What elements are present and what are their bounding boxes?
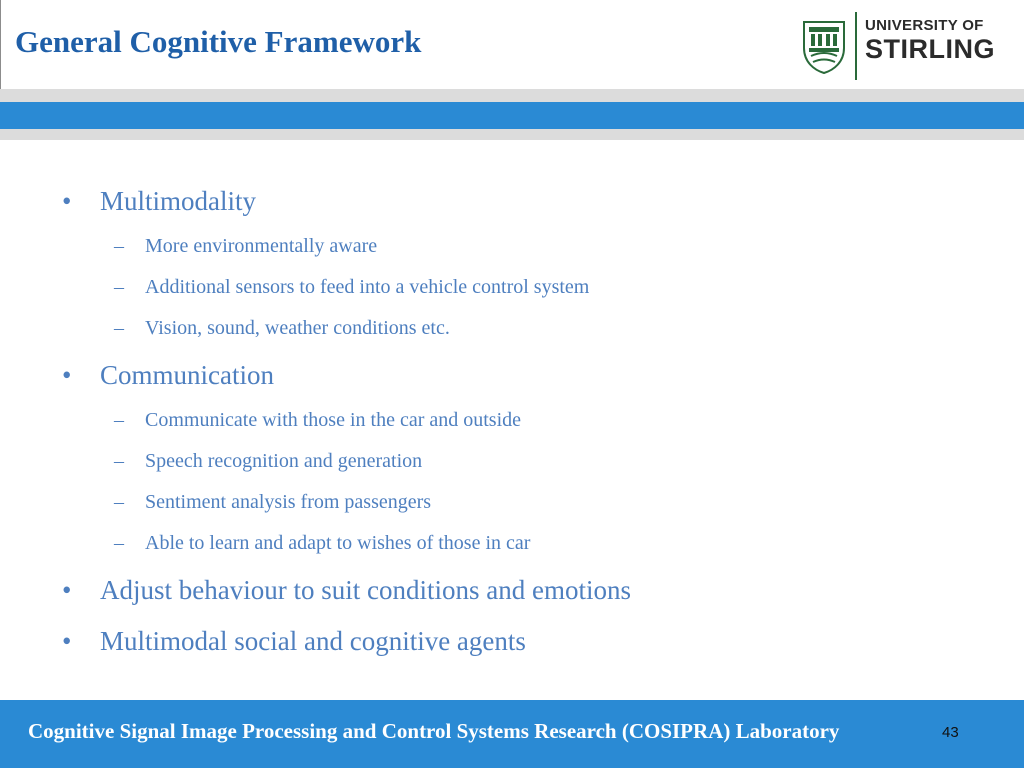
sub-bullet: [114, 491, 432, 514]
bullet-multimodality: [62, 186, 257, 217]
dash-marker: –: [114, 317, 124, 339]
sub-bullet-text: Vision, sound, weather conditions etc.: [145, 317, 450, 339]
sub-bullet: [114, 317, 450, 340]
header-band-gray-top: [0, 89, 1024, 102]
sub-bullet: [114, 532, 531, 555]
page-number: 43: [942, 724, 959, 741]
sub-bullet: [114, 235, 378, 258]
dash-marker: –: [114, 276, 124, 298]
bullet-marker: •: [62, 360, 72, 390]
sub-bullet-text: Able to learn and adapt to wishes of those in car: [145, 532, 531, 554]
university-crest-icon: [801, 18, 847, 74]
bullet-text: Multimodality: [100, 186, 257, 216]
footer-lab-name: Cognitive Signal Image Processing and Control Systems Research (COSIPRA) Laboratory: [28, 719, 840, 743]
sub-bullet-text: Speech recognition and generation: [145, 450, 423, 472]
dash-marker: –: [114, 235, 124, 257]
dash-marker: –: [114, 532, 124, 554]
university-logo: [801, 10, 1001, 82]
bullet-communication: [62, 360, 274, 391]
logo-wordmark: [865, 18, 995, 63]
slide-title: General Cognitive Framework: [15, 24, 422, 59]
header-band-gray-bottom: [0, 129, 1024, 140]
bullet-marker: •: [62, 186, 72, 216]
sub-bullet-text: Additional sensors to feed into a vehicle control system: [145, 276, 590, 298]
bullet-marker: •: [62, 626, 72, 656]
header-band-blue: [0, 102, 1024, 129]
slide-header: [0, 0, 1024, 89]
dash-marker: –: [114, 409, 124, 431]
bullet-text: Multimodal social and cognitive agents: [100, 626, 526, 656]
slide-footer: [0, 700, 1024, 768]
sub-bullet-text: Communicate with those in the car and outside: [145, 409, 522, 431]
slide-content: [0, 140, 1024, 700]
sub-bullet-text: Sentiment analysis from passengers: [145, 491, 432, 513]
sub-bullet: [114, 450, 423, 473]
sub-bullet: [114, 276, 590, 299]
sub-bullet-text: More environmentally aware: [145, 235, 378, 257]
bullet-multimodal-agents: [62, 626, 526, 657]
bullet-marker: •: [62, 575, 72, 605]
dash-marker: –: [114, 491, 124, 513]
logo-divider: [855, 12, 857, 80]
bullet-text: Communication: [100, 360, 274, 390]
dash-marker: –: [114, 450, 124, 472]
bullet-text: Adjust behaviour to suit conditions and emotions: [100, 575, 631, 605]
logo-line-2: STIRLING: [865, 34, 995, 64]
logo-line-1: UNIVERSITY OF: [865, 17, 984, 34]
bullet-adjust-behaviour: [62, 575, 631, 606]
sub-bullet: [114, 409, 522, 432]
